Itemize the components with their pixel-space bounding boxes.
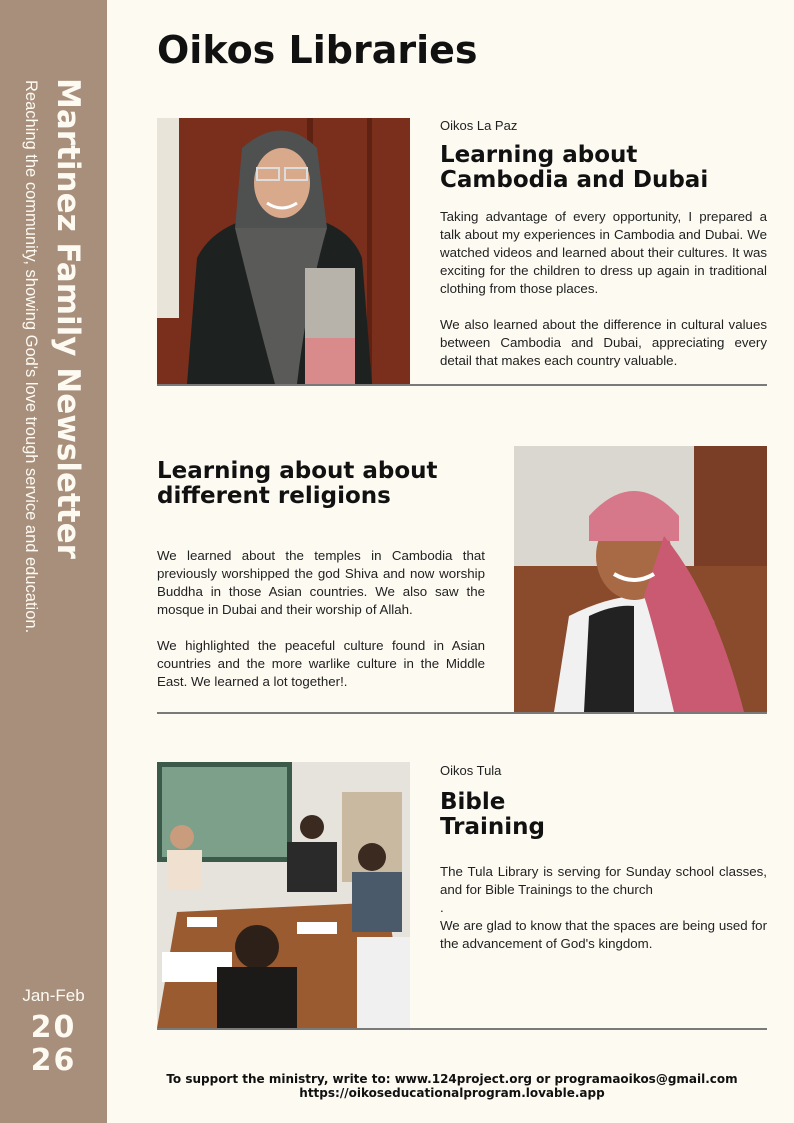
- heading-line: Training: [440, 814, 546, 840]
- photo-woman-hijab: [157, 118, 410, 384]
- heading-line: Learning about: [440, 142, 638, 168]
- section-body: [440, 863, 767, 953]
- footer-contact: To support the ministry, write to: www.124project.org or programaoikos@gmail.com: [166, 1072, 738, 1086]
- issue-year-bottom: 26: [30, 1043, 77, 1078]
- paragraph: We learned about the temples in Cambodia that previously worshipped the god Shiva and now worship Buddha in those Asian countries. We also saw the mosque in Dubai and their worship of Allah.: [157, 548, 485, 617]
- divider: [157, 712, 767, 714]
- section-heading: [157, 459, 438, 509]
- newsletter-title: Martinez Family Newsletter: [50, 78, 86, 559]
- divider: [157, 1028, 767, 1030]
- paragraph: We are glad to know that the spaces are being used for the advancement of God's kingdom.: [440, 918, 767, 951]
- paragraph: The Tula Library is serving for Sunday school classes, and for Bible Trainings to the church: [440, 864, 767, 897]
- section-heading: [440, 790, 545, 840]
- section-location: Oikos Tula: [440, 763, 502, 778]
- paragraph: We highlighted the peaceful culture found in Asian countries and the more warlike culture in the Middle East. We learned a lot together!.: [157, 638, 485, 689]
- heading-line: Learning about about: [157, 458, 438, 484]
- issue-year-top: 20: [30, 1010, 77, 1045]
- heading-line: Cambodia and Dubai: [440, 167, 709, 193]
- paragraph: .: [440, 900, 444, 915]
- issue-date: Jan-Feb: [22, 986, 85, 1005]
- paragraph: We also learned about the difference in cultural values between Cambodia and Dubai, appreciating every detail that makes each country valuable.: [440, 317, 767, 368]
- paragraph: Taking advantage of every opportunity, I prepared a talk about my experiences in Cambodia and Dubai. We watched videos and learned about their cultures. It was exciting for the children to dress up again in traditional clothing from those places.: [440, 209, 767, 296]
- section-location: Oikos La Paz: [440, 118, 518, 133]
- section-body: [157, 547, 485, 691]
- sidebar: [0, 0, 107, 1123]
- heading-line: different religions: [157, 483, 391, 509]
- photo-boy-keffiyeh: [514, 446, 767, 712]
- divider: [157, 384, 767, 386]
- section-heading: [440, 143, 708, 193]
- newsletter-tagline: Reaching the community, showing God's love trough service and education.: [22, 80, 40, 634]
- footer-website: https://oikoseducationalprogram.lovable.app: [299, 1086, 605, 1100]
- page-title: Oikos Libraries: [157, 28, 478, 72]
- photo-bible-training-class: [157, 762, 410, 1028]
- heading-line: Bible: [440, 789, 506, 815]
- section-body: [440, 208, 767, 370]
